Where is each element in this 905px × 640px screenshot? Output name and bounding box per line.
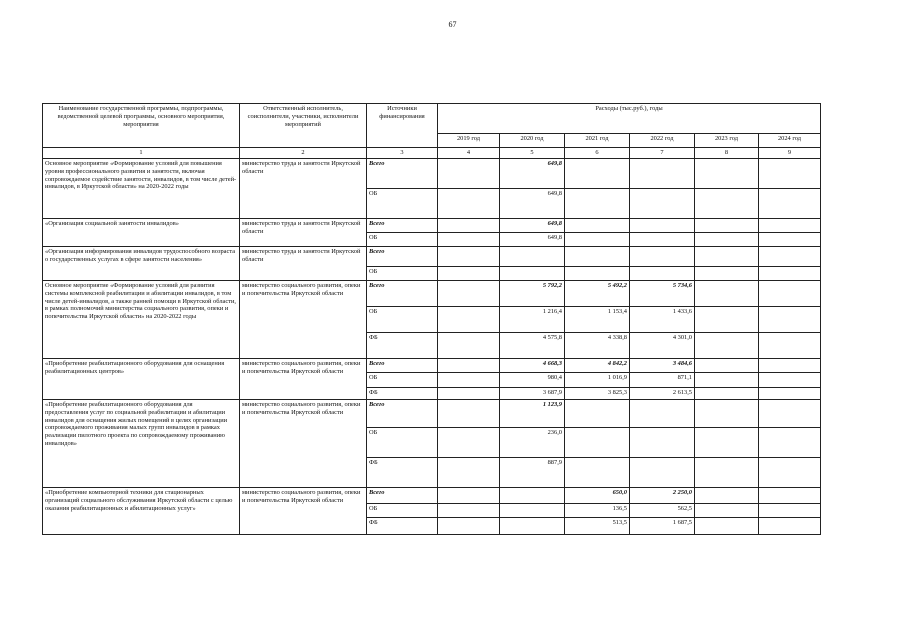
- expense-value: [759, 388, 821, 400]
- expense-value: [695, 400, 759, 428]
- funding-source: Всего: [367, 359, 438, 373]
- activity-executor: министерство труда и занятости Иркутской области: [240, 219, 367, 247]
- funding-source: ОБ: [367, 504, 438, 518]
- expense-value: 513,5: [565, 518, 630, 535]
- column-number: 2: [240, 148, 367, 159]
- expense-value: 3 484,6: [630, 359, 695, 373]
- expense-value: [565, 233, 630, 247]
- funding-source: ОБ: [367, 267, 438, 281]
- funding-source: ФБ: [367, 388, 438, 400]
- funding-source: Всего: [367, 159, 438, 189]
- expense-value: [759, 504, 821, 518]
- table-row: [43, 219, 821, 233]
- expense-value: [695, 219, 759, 233]
- expense-value: [565, 267, 630, 281]
- expense-value: 4 668,3: [500, 359, 565, 373]
- expense-value: [695, 388, 759, 400]
- expense-value: [759, 488, 821, 504]
- page-number: 67: [448, 20, 457, 29]
- expense-value: [565, 247, 630, 267]
- expense-value: [438, 373, 500, 388]
- expense-value: [500, 488, 565, 504]
- expense-value: [759, 373, 821, 388]
- expense-value: [695, 159, 759, 189]
- expense-value: [759, 400, 821, 428]
- expense-value: [438, 281, 500, 307]
- expense-value: [438, 428, 500, 458]
- expense-value: 4 338,8: [565, 333, 630, 359]
- expense-value: [438, 247, 500, 267]
- activity-executor: министерство труда и занятости Иркутской области: [240, 247, 367, 281]
- activity-executor: министерство социального развития, опеки и попечительства Иркутской области: [240, 488, 367, 535]
- expense-value: 649,8: [500, 189, 565, 219]
- expense-value: [438, 307, 500, 333]
- expense-value: [565, 428, 630, 458]
- expense-value: [695, 307, 759, 333]
- header-year: 2019 год: [438, 134, 500, 148]
- expense-value: [630, 428, 695, 458]
- expense-value: [759, 267, 821, 281]
- expense-value: [565, 458, 630, 488]
- expense-value: 3 687,9: [500, 388, 565, 400]
- expense-value: [759, 247, 821, 267]
- expense-value: 5 492,2: [565, 281, 630, 307]
- funding-source: Всего: [367, 247, 438, 267]
- expense-value: [759, 333, 821, 359]
- header-name: Наименование государственной программы, подпрограммы, ведомственной целевой программы, основного мероприятия, мероприятия: [43, 104, 240, 148]
- table-row: [43, 359, 821, 373]
- expense-value: [759, 428, 821, 458]
- funding-source: ОБ: [367, 373, 438, 388]
- header-year: 2021 год: [565, 134, 630, 148]
- expense-value: [630, 159, 695, 189]
- activity-executor: министерство социального развития, опеки и попечительства Иркутской области: [240, 400, 367, 488]
- expense-value: [630, 458, 695, 488]
- activity-executor: министерство социального развития, опеки и попечительства Иркутской области: [240, 359, 367, 400]
- header-year: 2022 год: [630, 134, 695, 148]
- expense-value: [759, 359, 821, 373]
- expense-value: [438, 518, 500, 535]
- expense-value: 649,8: [500, 219, 565, 233]
- expense-value: [695, 518, 759, 535]
- expense-value: [630, 233, 695, 247]
- column-number: 7: [630, 148, 695, 159]
- expense-value: [695, 333, 759, 359]
- column-number: 1: [43, 148, 240, 159]
- header-expenses: Расходы (тыс.руб.), годы: [438, 104, 821, 134]
- header-year: 2020 год: [500, 134, 565, 148]
- activity-executor: министерство труда и занятости Иркутской области: [240, 159, 367, 219]
- expense-value: [630, 267, 695, 281]
- activity-name: «Приобретение реабилитационного оборудования для оснащения реабилитационных центров»: [43, 359, 240, 400]
- expense-value: [695, 458, 759, 488]
- expense-value: [438, 219, 500, 233]
- expense-value: [438, 388, 500, 400]
- activity-name: Основное мероприятие «Формирование условий для повышения уровня профессионального развития и занятости, включая сопровождаемое содействие занятости, инвалидов, в том числе детей-инвалидов, в Иркутской области» на 2020-2022 годы: [43, 159, 240, 219]
- header-executor: Ответственный исполнитель, соисполнители, участники, исполнители мероприятий: [240, 104, 367, 148]
- activity-name: «Приобретение компьютерной техники для стационарных организаций социального обслуживания Иркутской области с целью оказания реабилитационных и абилитационных услуг»: [43, 488, 240, 535]
- expense-value: [630, 189, 695, 219]
- expense-value: 2 613,5: [630, 388, 695, 400]
- column-number: 4: [438, 148, 500, 159]
- column-number: 9: [759, 148, 821, 159]
- expense-value: [565, 219, 630, 233]
- expense-value: [695, 247, 759, 267]
- expense-value: [438, 189, 500, 219]
- expense-value: [630, 400, 695, 428]
- expense-value: [695, 267, 759, 281]
- expense-value: 980,4: [500, 373, 565, 388]
- expense-value: [565, 159, 630, 189]
- column-number: 3: [367, 148, 438, 159]
- expense-value: 562,5: [630, 504, 695, 518]
- column-number: 6: [565, 148, 630, 159]
- expense-value: [438, 159, 500, 189]
- funding-source: Всего: [367, 281, 438, 307]
- expense-value: [438, 333, 500, 359]
- expense-value: 5 734,6: [630, 281, 695, 307]
- table-row: [43, 281, 821, 307]
- expense-value: [759, 189, 821, 219]
- expense-value: [759, 458, 821, 488]
- funding-source: ОБ: [367, 233, 438, 247]
- funding-source: ОБ: [367, 307, 438, 333]
- expense-value: [500, 247, 565, 267]
- header-year: 2024 год: [759, 134, 821, 148]
- funding-source: ОБ: [367, 428, 438, 458]
- expense-value: 136,5: [565, 504, 630, 518]
- header-source: Источники финансирования: [367, 104, 438, 148]
- funding-source: Всего: [367, 488, 438, 504]
- expense-value: 236,0: [500, 428, 565, 458]
- expense-value: 1 016,9: [565, 373, 630, 388]
- table-body: [43, 159, 821, 535]
- expense-value: 871,1: [630, 373, 695, 388]
- expense-value: 4 575,8: [500, 333, 565, 359]
- expense-value: [438, 400, 500, 428]
- expense-value: [565, 400, 630, 428]
- funding-source: Всего: [367, 219, 438, 233]
- table-row: [43, 159, 821, 189]
- table-row: [43, 488, 821, 504]
- funding-source: ОБ: [367, 189, 438, 219]
- expense-value: 649,8: [500, 159, 565, 189]
- header-year: 2023 год: [695, 134, 759, 148]
- activity-name: Основное мероприятие «Формирование условий для развития системы комплексной реабилитации и абилитации инвалидов, в том числе детей-инвалидов, а также ранней помощи в Иркутской области, в рамках полномочий министерства социального развития, опеки и попечительства Иркутской области» на 2020-2022 годы: [43, 281, 240, 359]
- expense-value: [438, 359, 500, 373]
- funding-source: ФБ: [367, 458, 438, 488]
- table-row: [43, 400, 821, 428]
- expense-value: [438, 488, 500, 504]
- expense-value: 1 216,4: [500, 307, 565, 333]
- expense-value: 887,9: [500, 458, 565, 488]
- expense-value: 5 792,2: [500, 281, 565, 307]
- expense-value: 650,0: [565, 488, 630, 504]
- expense-value: [695, 428, 759, 458]
- column-number: 8: [695, 148, 759, 159]
- expense-value: 1 687,5: [630, 518, 695, 535]
- expense-value: [759, 233, 821, 247]
- expense-value: 1 153,4: [565, 307, 630, 333]
- expense-value: [695, 359, 759, 373]
- expense-value: [695, 281, 759, 307]
- expense-value: [438, 267, 500, 281]
- budget-table: [42, 103, 821, 535]
- expense-value: [695, 233, 759, 247]
- funding-source: Всего: [367, 400, 438, 428]
- expense-value: [759, 307, 821, 333]
- activity-name: «Приобретение реабилитационного оборудования для предоставления услуг по социальной реабилитации и абилитации инвалидов для оснащения жилых помещений в целях организации сопровождаемого проживания малых групп инвалидов в рамках реализации пилотного проекта по сопровождаемому проживанию инвалидов»: [43, 400, 240, 488]
- expense-value: [759, 518, 821, 535]
- funding-source: ФБ: [367, 518, 438, 535]
- expense-value: [695, 373, 759, 388]
- expense-value: [759, 219, 821, 233]
- expense-value: [630, 247, 695, 267]
- expense-value: [759, 281, 821, 307]
- expense-value: [695, 189, 759, 219]
- column-number: 5: [500, 148, 565, 159]
- activity-executor: министерство социального развития, опеки и попечительства Иркутской области: [240, 281, 367, 359]
- expense-value: 1 433,6: [630, 307, 695, 333]
- expense-value: [695, 488, 759, 504]
- expense-value: [438, 504, 500, 518]
- expense-value: [500, 518, 565, 535]
- expense-value: [759, 159, 821, 189]
- expense-value: 4 842,2: [565, 359, 630, 373]
- activity-name: «Организация информирования инвалидов трудоспособного возраста о государственных услугах в сфере занятости населения»: [43, 247, 240, 281]
- expense-value: 3 825,3: [565, 388, 630, 400]
- funding-source: ФБ: [367, 333, 438, 359]
- expense-value: 649,8: [500, 233, 565, 247]
- expense-value: 2 250,0: [630, 488, 695, 504]
- expense-value: [500, 504, 565, 518]
- table-row: [43, 247, 821, 267]
- activity-name: «Организация социальной занятости инвалидов»: [43, 219, 240, 247]
- expense-value: [438, 458, 500, 488]
- header-column-numbers: [43, 148, 821, 159]
- expense-value: 4 301,0: [630, 333, 695, 359]
- expense-value: [565, 189, 630, 219]
- expense-value: [438, 233, 500, 247]
- expense-value: [630, 219, 695, 233]
- expense-value: [500, 267, 565, 281]
- expense-value: [695, 504, 759, 518]
- expense-value: 1 123,9: [500, 400, 565, 428]
